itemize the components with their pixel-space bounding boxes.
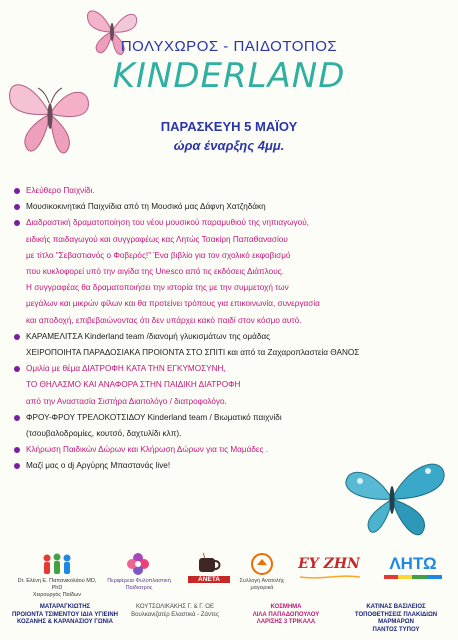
venue-title: KINDERLAND [112,56,346,96]
sponsor-name: ΚΟΣΜΗΜΑ ΛΙΛΑ ΠΑΠΑΔΟΠΟΥΛΟΥ ΛΑΡΙΣΗΣ 3 ΤΡΙΚΑΛΑ [252,604,320,625]
bullet-icon [14,447,20,453]
sponsor-names-row [0,604,458,640]
color-stripe-icon [384,574,442,580]
program-item [14,410,434,442]
program-line: από την Αναστασία Σιστήρα Διαιτολόγο / διατροφολόγο. [26,396,227,406]
program-item [14,458,434,474]
program-item [14,329,434,361]
program-line: και αποδοχή, επιβεβαιώνοντας ότι δεν υπάρχει κακό παιδί στον κόσμο αυτό. [26,315,302,325]
bullet-icon [14,366,20,372]
logo-caption: Συλλογή Ανατολής μαγειρικά [239,578,285,591]
program-line: μεγάλων και μικρών φίλων και θα προτείνει τρόπους για επικοινωνία, συνεργασία [26,299,320,309]
program-item [14,183,434,199]
program-line: Η συγγραφέας θα δραματοποιήσει την ιστορία της με την συμμετοχή των [26,283,289,293]
flower-logo-icon [126,552,150,576]
program-item [14,199,434,215]
bullet-icon [14,334,20,340]
program-line: Μαζί μας ο dj Αργύρης Μπαστανάς live! [26,461,171,471]
bullet-icon [14,204,20,210]
logo-caption: Περιφέρεια Φυλοπλαστική Παιδιατρος [107,578,171,591]
sponsor-name: ΚΑΤΙΝΑΣ ΒΑΣΙΛΕΙΟΣ ΤΟΠΟΘΕΤΗΣΕΙΣ ΠΛΑΚΙΔΙΩΝ ΜΑΡΜΑΡΩΝ ΠΑΝΤΟΣ ΤΥΠΟΥ [354,604,438,633]
kids-logo-icon [40,552,74,578]
program-line: Ελεύθερο Παιχνίδι. [26,186,95,195]
sponsor-name: ΜΑΤΑΡΑΓΚΙΩΤΗΣ ΠΡΟΙΟΝΤΑ ΤΣΙΜΕΝΤΟΥ ΙΔΙΑ ΥΓΙΕΙΝΗ ΚΟΖΑΝΗΣ & ΚΑΡΑΝΑΣΙΟΥ ΓΩΝΙΑ [11,604,119,625]
program-line: με τίτλο "Σεβαστιανός ο Φοβερός!" Ένα βιβλίο για τον σχολικό εκφοβισμό [26,250,291,260]
logo-caption: ΑΝΕΤΑ [188,576,230,583]
program-list [14,183,434,475]
logo-caption: Dr. Ελένη Ε. Παπανικολάου MD, PhD Χειρουργός Παίδων [17,578,97,598]
program-item [14,361,434,410]
program-line: Διαδραστική δραματοποίηση του νέου μουσικού παραμυθιού της νηπιαγωγού, [26,218,309,228]
bullet-icon [14,188,20,194]
program-item [14,215,434,328]
kitchen-logo-icon [250,552,274,576]
event-date: ΠΑΡΑΣΚΕΥΗ 5 ΜΑΪΟΥ [160,119,298,134]
swoosh-icon [300,574,360,580]
program-line: ΦΡΟΥ-ΦΡΟΥ ΤΡΕΛΟΚΟΤΣΙΔΟΥ Kinderland team / Βιωματικό παιχνίδι [26,412,282,422]
program-line: (τσουβαλοδρομίες, κουτσό, δαχτυλίδι κλπ). [26,429,182,439]
program-line: ΤΟ ΘΗΛΑΣΜΟ ΚΑΙ ΑΝΑΦΟΡΑ ΣΤΗΝ ΠΑΙΔΙΚΗ ΔΙΑΤΡΟΦΗ [26,380,241,390]
program-line: που κυκλοφορεί υπό την αιγίδα της Unesco από τις εκδόσεις Διάπλους. [26,267,284,277]
program-line: ειδικής παιδαγωγού και συγγραφέως κας Λητώς Τσακίρη Παπαθανασίου [26,234,288,244]
cup-logo-icon [196,552,222,574]
event-start-time: ώρα έναρξης 4μμ. [173,138,285,153]
header [0,0,458,190]
bullet-icon [14,220,20,226]
program-line: ΚΑΡΑΜΕΛΙΤΣΑ Kinderland team /διανομή γλυκισμάτων της ομάδας [26,331,271,341]
bullet-icon [14,415,20,421]
program-line: ΧΕΙΡΟΠΟΙΗΤΑ ΠΑΡΑΔΟΣΙΑΚΑ ΠΡΟΙΟΝΤΑ ΣΤΟ ΣΠΙΤΙ και από τα Ζαχαροπλαστεία ΘΑΝΟΣ [26,348,360,358]
program-line: Κλήρωση Παιδικών Δώρων και Κλήρωση Δώρων για τις Μαμάδες . [26,445,269,455]
venue-subtitle: ΠΟΛΥΧΩΡΟΣ - ΠΑΙΔΟΤΟΠΟΣ [120,38,338,55]
program-line: Μουσικοκινητικά Παιχνίδια από τη Μουσικό μας Δάφνη Χατζηδάκη [26,202,266,212]
leto-logo: ΛΗΤΩ [389,554,437,573]
sponsor-name: ΚΟΥΤΣΟΛΙΚΑΚΗΣ Γ. & Γ. ΟΕ Βουλκανιζατέρ Ελαστικά - Ζάντες [131,604,219,618]
sponsor-logo-row [0,548,458,604]
sponsors-area [0,548,458,640]
bullet-icon [14,463,20,469]
program-item [14,442,434,458]
ev-zin-logo: ΕΥ ΖΗΝ [298,556,360,572]
program-line: Ομιλία με θέμα ΔΙΑΤΡΟΦΗ ΚΑΤΑ ΤΗΝ ΕΓΚΥΜΟΣΥΝΗ, [26,364,226,374]
